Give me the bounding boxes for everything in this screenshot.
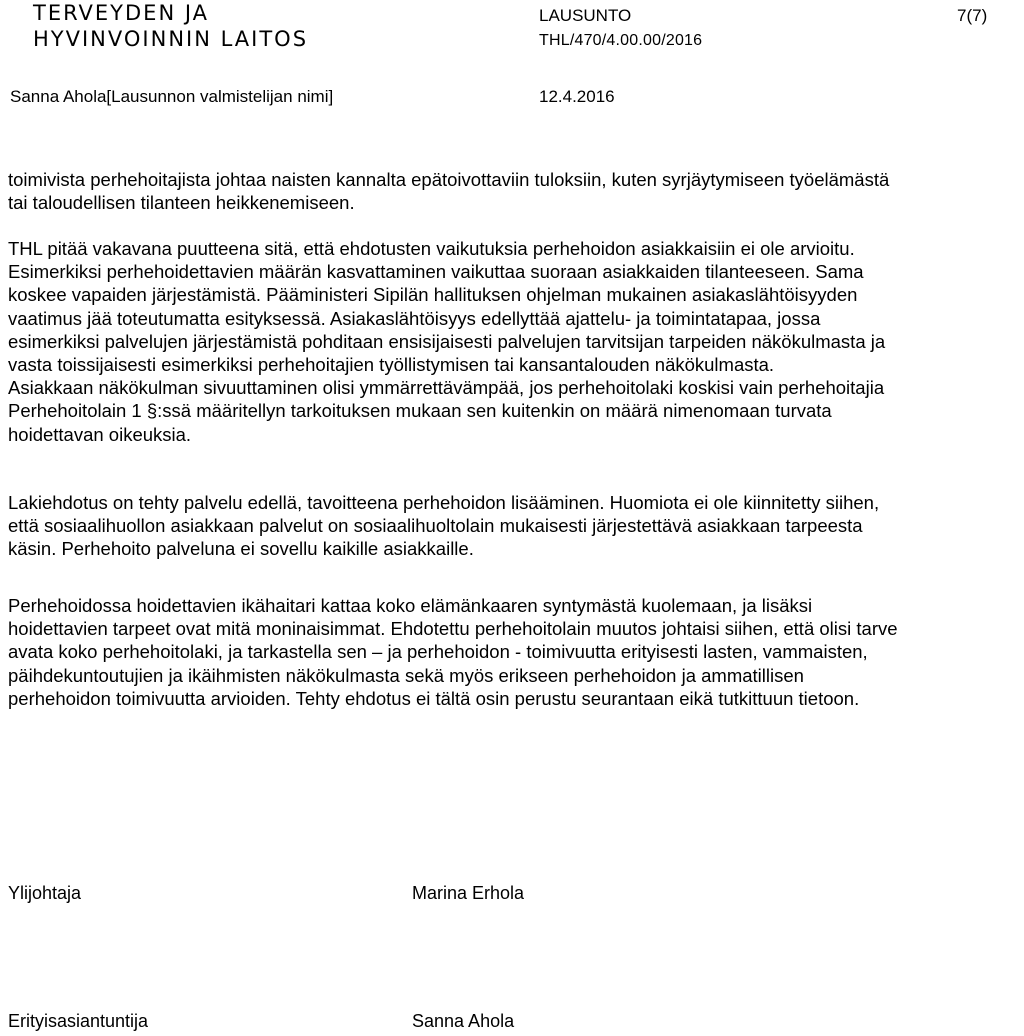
paragraph-line: hoidettavien tarpeet ovat mitä moninaisimmat. Ehdotettu perhehoitolain muutos johtaisi siihen, että olisi tarve [8,618,898,640]
paragraph-line: koskee vapaiden järjestämistä. Pääministeri Sipilän hallituksen ohjelman mukainen asiakaslähtöisyyden [8,284,858,306]
paragraph-line: Esimerkiksi perhehoidettavien määrän kasvattaminen vaikuttaa suoraan asiakkaiden tilanteeseen. Sama [8,261,864,283]
paragraph-line: avata koko perhehoitolaki, ja tarkastella sen – ja perhehoidon - toimivuutta erityisesti lasten, vammaisten, [8,641,868,663]
document-type: LAUSUNTO [539,6,632,25]
paragraph-1 [8,168,1024,214]
paragraph-line: vaatimus jää toteutumatta esityksessä. Asiakaslähtöisyys edellyttää ajattelu- ja toimintatapaa, jossa [8,307,821,329]
signatory-name-2: Sanna Ahola [412,1011,515,1031]
document-number: THL/470/4.00.00/2016 [539,32,703,49]
paragraph-line: perhehoidon toimivuutta arvioiden. Tehty ehdotus ei tältä osin perustu seurantaan eikä tutkittuun tietoon. [8,687,860,709]
document-date: 12.4.2016 [539,87,615,106]
paragraph-line: toimivista perhehoitajista johtaa naisten kannalta epätoivottaviin tuloksiin, kuten syrjäytymiseen työelämästä [8,169,890,190]
paragraph-line: hoidettavan oikeuksia. [8,423,192,445]
author-line: Sanna Ahola[Lausunnon valmistelijan nimi] [10,87,334,106]
paragraph-3 [8,491,1024,561]
paragraph-line: tai taloudellisen tilanteen heikkenemiseen. [8,192,355,214]
paragraph-line: Lakiehdotus on tehty palvelu edellä, tavoitteena perhehoidon lisääminen. Huomiota ei ole kiinnitetty siihen, [8,492,880,513]
paragraph-line: Asiakkaan näkökulman sivuuttaminen olisi ymmärrettävämpää, jos perhehoitolaki koskisi vain perhehoitajia [8,377,885,399]
paragraph-line: Perhehoitolain 1 §:ssä määritellyn tarkoituksen mukaan sen kuitenkin on määrä nimenomaan turvata [8,400,832,422]
paragraph-line: vasta toissijaisesti esimerkiksi perhehoitajien työllistymisen tai kansantalouden näkökulmasta. [8,354,775,376]
paragraph-4 [8,594,1024,710]
paragraph-line: että sosiaalihuollon asiakkaan palvelut on sosiaalihuoltolain mukaisesti järjestettävä asiakkaan tarpeesta [8,515,863,537]
paragraph-line: THL pitää vakavana puutteena sitä, että ehdotusten vaikutuksia perhehoidon asiakkaisiin ei ole arvioitu. [8,238,855,259]
paragraph-line: esimerkiksi palvelujen järjestämistä pohditaan ensisijaisesti palvelujen tarvitsijan tarpeiden näkökulmasta ja [8,330,886,352]
signatory-title-1: Ylijohtaja [8,883,82,903]
page-number: 7(7) [957,6,988,25]
paragraph-line: Perhehoidossa hoidettavien ikähaitari kattaa koko elämänkaaren syntymästä kuolemaan, ja lisäksi [8,595,813,616]
signatory-name-1: Marina Erhola [412,883,525,903]
paragraph-line: käsin. Perhehoito palveluna ei sovellu kaikille asiakkaille. [8,538,474,560]
paragraph-line: päihdekuntoutujien ja ikäihmisten näkökulmasta sekä myös erikseen perhehoidon ja ammatillisen [8,664,804,686]
signatory-title-2: Erityisasiantuntija [8,1011,149,1031]
organization-name-line-2: HYVINVOINNIN LAITOS [33,27,309,51]
organization-name-line-1: TERVEYDEN JA [33,1,210,25]
paragraph-2 [8,237,1024,446]
